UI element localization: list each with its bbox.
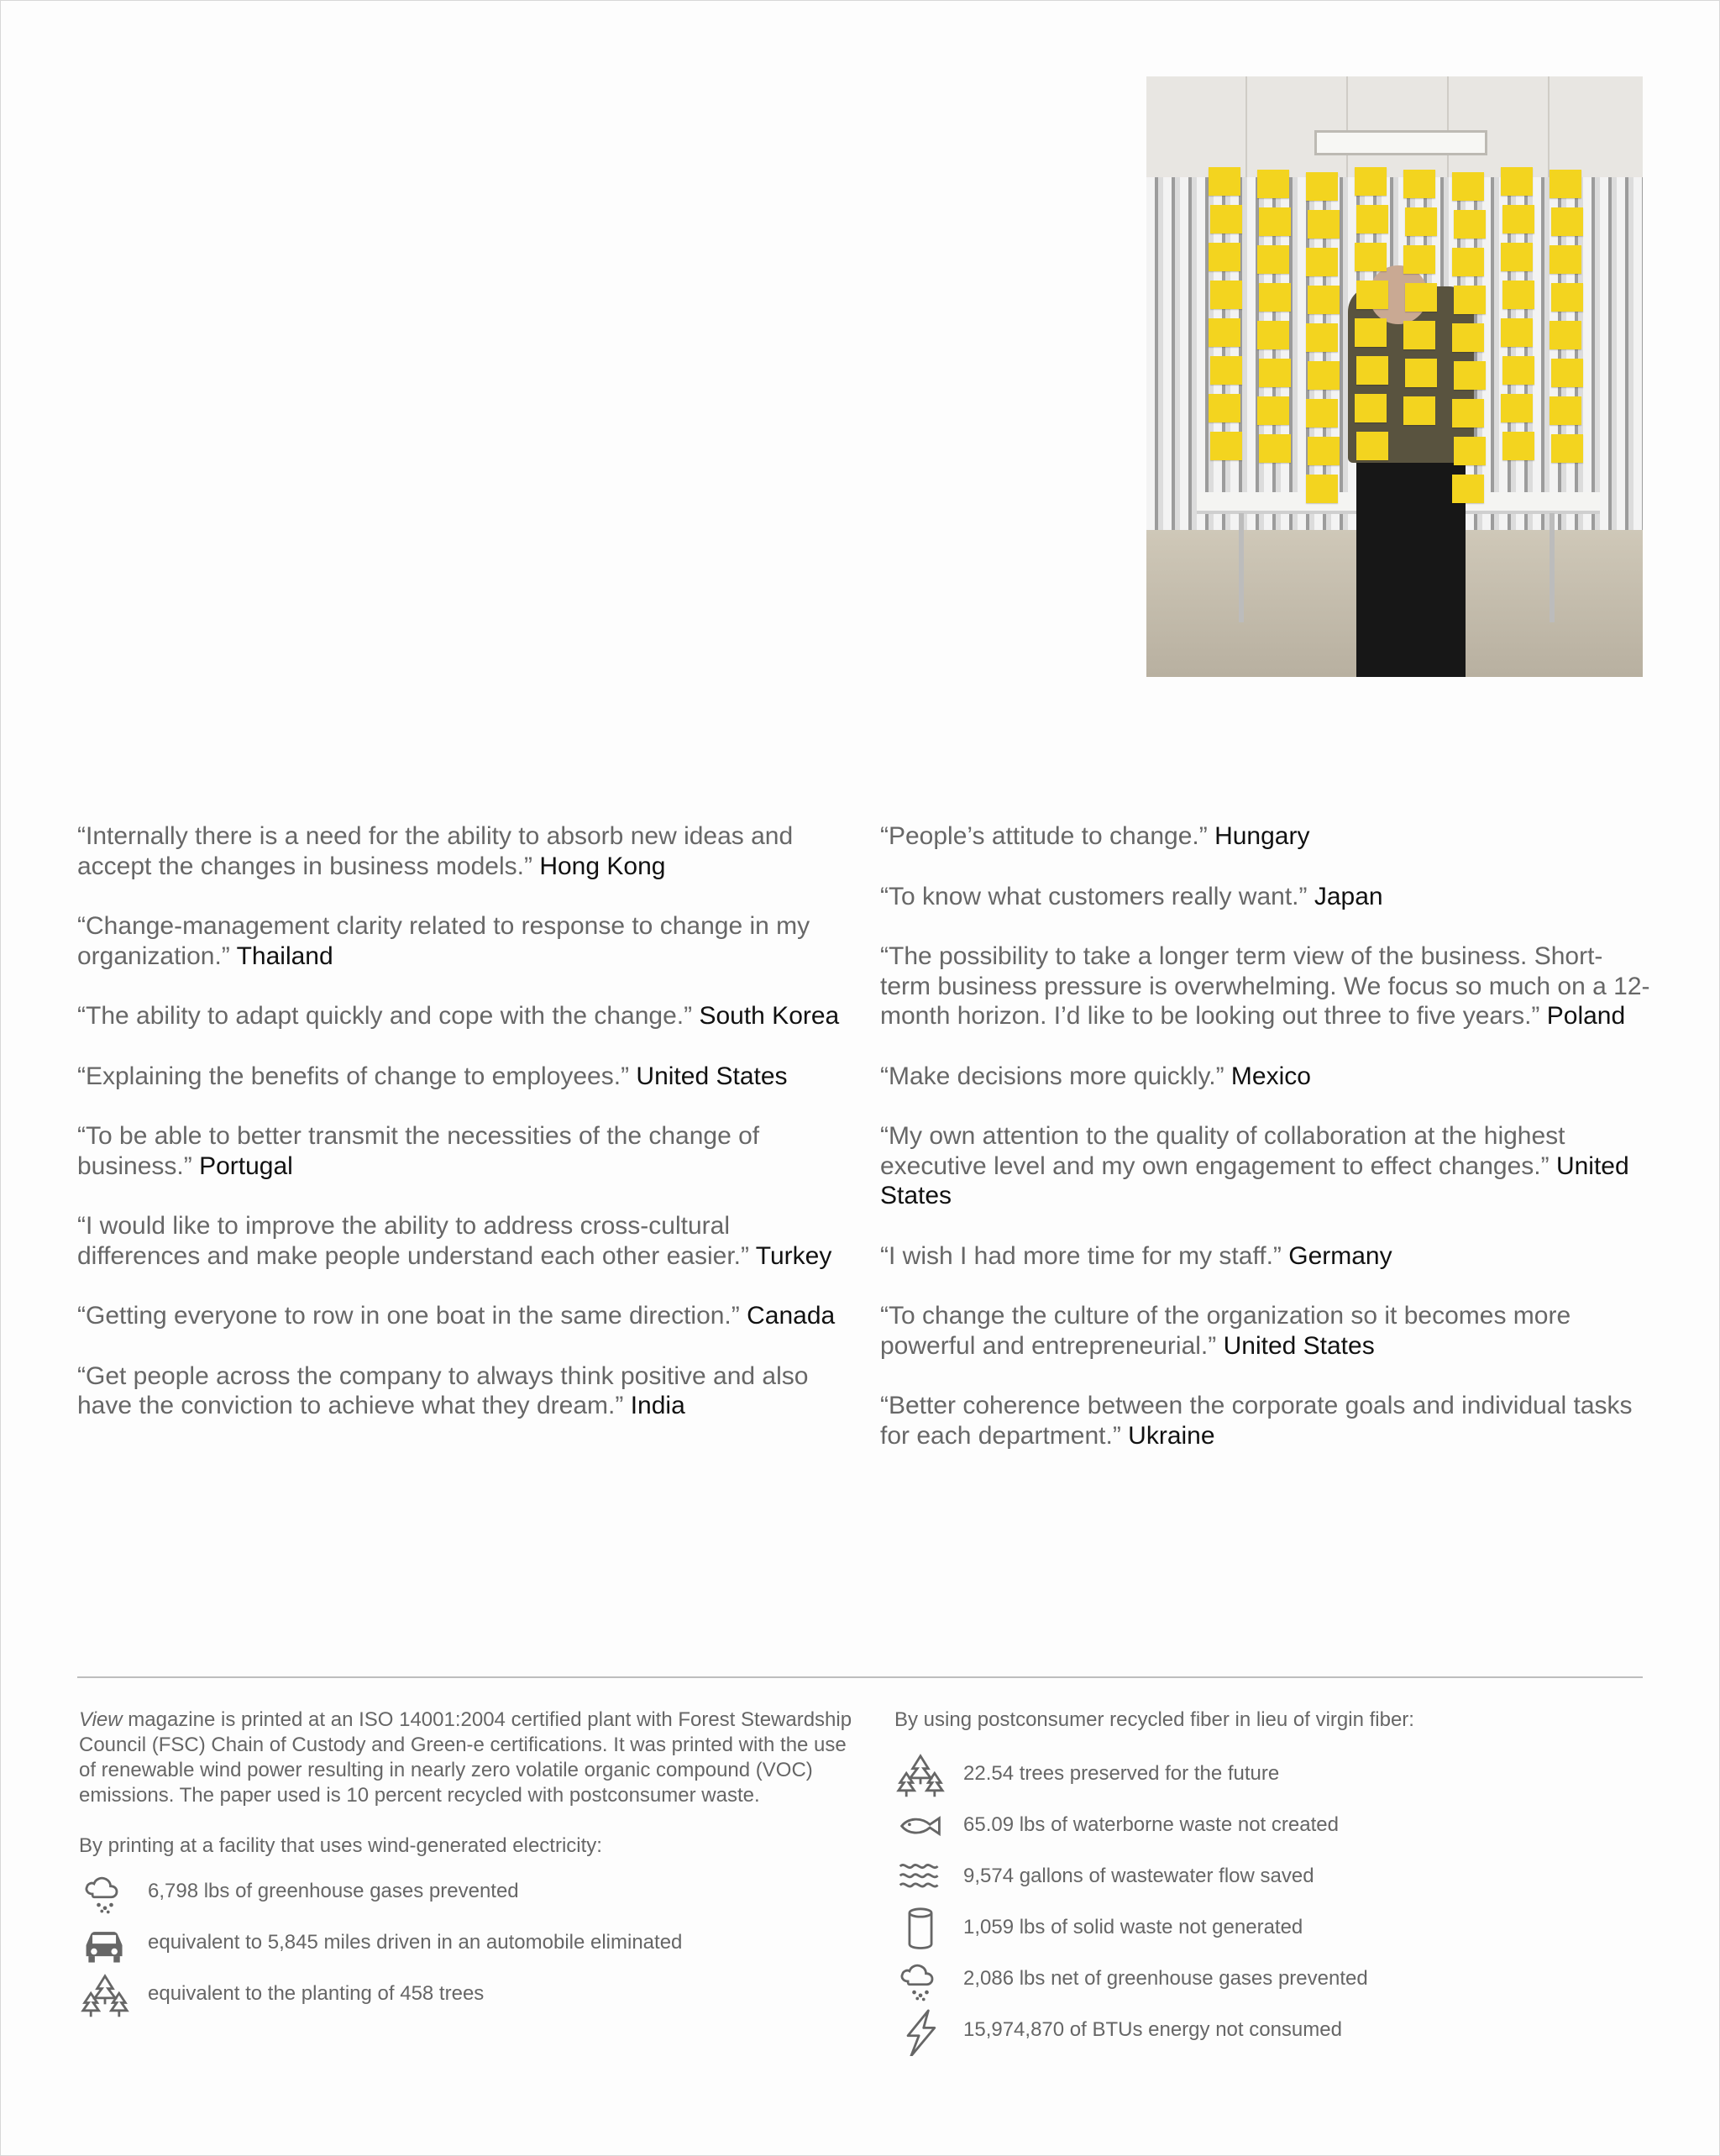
quote-item	[77, 1121, 850, 1181]
quote-country: India	[630, 1392, 685, 1419]
quote-item	[77, 1301, 850, 1331]
quote-text: “The ability to adapt quickly and cope with the change.”	[77, 1002, 693, 1030]
quote-item	[880, 1241, 1653, 1272]
stat-text: 65.09 lbs of waterborne waste not created	[963, 1813, 1339, 1836]
sticky-note	[1452, 172, 1484, 201]
sticky-note	[1355, 167, 1387, 196]
sticky-note	[1257, 170, 1289, 198]
sticky-note	[1502, 205, 1534, 233]
quote-country: Germany	[1288, 1241, 1392, 1270]
quote-item	[880, 1301, 1653, 1361]
quote-item	[880, 942, 1653, 1031]
quote-item	[77, 1062, 850, 1092]
car-icon	[79, 1922, 131, 1969]
quotes-column-right	[880, 821, 1653, 1481]
stat-row	[894, 1864, 1650, 1915]
sticky-note	[1502, 281, 1534, 309]
stat-text: 2,086 lbs net of greenhouse gases prevented	[963, 1967, 1368, 1990]
quote-text: “I would like to improve the ability to address cross-cultural differences and make people understand each other easier.”	[77, 1212, 749, 1270]
sticky-note	[1257, 245, 1289, 274]
sticky-note	[1405, 359, 1437, 387]
quote-item	[880, 882, 1653, 912]
stat-row	[894, 1761, 1650, 1812]
quote-item	[77, 1001, 850, 1031]
photo-ceiling-light	[1314, 130, 1487, 155]
sticky-note	[1551, 434, 1583, 463]
sticky-note	[1209, 394, 1240, 422]
sticky-note	[1550, 321, 1581, 349]
sticky-note	[1308, 286, 1340, 314]
sticky-note	[1355, 318, 1387, 347]
quote-country: Ukraine	[1128, 1421, 1215, 1450]
stat-text: 9,574 gallons of wastewater flow saved	[963, 1865, 1314, 1887]
stat-text: 6,798 lbs of greenhouse gases prevented	[148, 1880, 519, 1902]
fiber-stats-list	[894, 1761, 1650, 2069]
footer-left	[79, 1707, 860, 2033]
sticky-note	[1308, 437, 1340, 465]
sticky-note	[1501, 243, 1533, 271]
stat-row	[79, 1930, 860, 1981]
sticky-note	[1550, 245, 1581, 274]
quote-country: United States	[1223, 1331, 1375, 1360]
quote-country: Japan	[1314, 882, 1383, 910]
wind-stats-list	[79, 1879, 860, 2033]
sticky-note	[1551, 207, 1583, 236]
sticky-note	[1502, 356, 1534, 385]
cloud-rain-icon	[79, 1870, 131, 1917]
quote-country: Hungary	[1214, 822, 1310, 850]
quote-country: Portugal	[199, 1151, 293, 1180]
sticky-note	[1452, 399, 1484, 428]
quote-text: “Explaining the benefits of change to employees.”	[77, 1062, 630, 1090]
quote-text: “To know what customers really want.”	[880, 882, 1308, 910]
sticky-note	[1259, 283, 1291, 312]
sticky-note	[1403, 170, 1435, 198]
fiber-intro: By using postconsumer recycled fiber in lieu of virgin fiber:	[894, 1708, 1414, 1731]
print-statement	[79, 1707, 860, 1808]
stat-text: equivalent to 5,845 miles driven in an automobile eliminated	[148, 1931, 683, 1954]
sticky-note	[1452, 323, 1484, 352]
footer-right	[894, 1707, 1650, 2069]
photo-sticky-notes	[1209, 167, 1595, 469]
sticky-note	[1454, 286, 1486, 314]
sticky-note	[1209, 243, 1240, 271]
quote-item	[880, 821, 1653, 852]
stat-row	[894, 1812, 1650, 1864]
sticky-note	[1257, 396, 1289, 425]
quote-text: “People’s attitude to change.”	[880, 822, 1208, 850]
quote-item	[880, 1121, 1653, 1211]
sticky-note	[1306, 475, 1338, 503]
sticky-note	[1405, 207, 1437, 236]
sticky-note	[1551, 359, 1583, 387]
quote-country: Poland	[1546, 1002, 1626, 1030]
cloud-rain-icon	[894, 1958, 947, 2005]
sticky-note	[1356, 205, 1388, 233]
quote-text: “Getting everyone to row in one boat in the same direction.”	[77, 1302, 740, 1330]
quote-item	[77, 1211, 850, 1271]
magazine-name: View	[79, 1708, 123, 1731]
sticky-note	[1550, 170, 1581, 198]
sticky-note	[1501, 167, 1533, 196]
quote-country: Hong Kong	[539, 852, 666, 880]
quote-text: “To change the culture of the organization so it becomes more powerful and entrepreneurial.”	[880, 1302, 1571, 1360]
wind-intro: By printing at a facility that uses wind-generated electricity:	[79, 1834, 602, 1857]
stat-row	[894, 1915, 1650, 1966]
stat-row	[894, 1966, 1650, 2017]
stat-text: equivalent to the planting of 458 trees	[148, 1982, 485, 2005]
sticky-note	[1403, 245, 1435, 274]
sticky-note	[1356, 356, 1388, 385]
sticky-note	[1210, 356, 1242, 385]
sticky-note	[1550, 396, 1581, 425]
photo-person-legs	[1356, 454, 1466, 677]
stat-row	[894, 2017, 1650, 2069]
sticky-note	[1259, 207, 1291, 236]
quote-item	[880, 1391, 1653, 1450]
quote-item	[77, 911, 850, 971]
photo-ceiling	[1146, 76, 1643, 177]
sticky-note	[1355, 394, 1387, 422]
lightning-icon	[894, 2009, 947, 2056]
stat-row	[79, 1981, 860, 2033]
sticky-note	[1259, 359, 1291, 387]
sticky-note	[1210, 432, 1242, 460]
stat-text: 1,059 lbs of solid waste not generated	[963, 1916, 1303, 1938]
trees-icon	[79, 1973, 131, 2020]
sticky-note	[1454, 437, 1486, 465]
fish-icon	[894, 1804, 947, 1851]
quote-text: “Make decisions more quickly.”	[880, 1062, 1224, 1090]
sticky-note	[1306, 323, 1338, 352]
sticky-note	[1501, 318, 1533, 347]
sticky-note	[1403, 321, 1435, 349]
quote-country: Thailand	[236, 942, 333, 970]
sticky-note	[1356, 281, 1388, 309]
sticky-note	[1210, 205, 1242, 233]
sticky-note	[1551, 283, 1583, 312]
quote-item	[77, 821, 850, 881]
sticky-note	[1501, 394, 1533, 422]
quote-text: “To be able to better transmit the necessities of the change of business.”	[77, 1122, 760, 1180]
quote-text: “Internally there is a need for the ability to absorb new ideas and accept the changes in business models.”	[77, 822, 794, 880]
quote-country: Mexico	[1230, 1062, 1311, 1090]
sticky-note	[1209, 318, 1240, 347]
quote-text: “Get people across the company to always think positive and also have the conviction to achieve what they dream.”	[77, 1361, 809, 1419]
sticky-note	[1454, 210, 1486, 239]
quote-text: “Better coherence between the corporate goals and individual tasks for each department.”	[880, 1392, 1633, 1450]
sticky-note	[1452, 248, 1484, 276]
office-sticky-notes-photo	[1146, 76, 1643, 677]
stat-text: 22.54 trees preserved for the future	[963, 1762, 1280, 1785]
sticky-note	[1306, 248, 1338, 276]
sticky-note	[1306, 399, 1338, 428]
sticky-note	[1356, 432, 1388, 460]
quote-text: “The possibility to take a longer term view of the business. Short-term business pressure is overwhelming. We focus so much on a 12-month horizon. I’d like to be looking out three to five years.”	[880, 942, 1650, 1030]
quote-country: United States	[636, 1062, 788, 1090]
quote-text: “Change-management clarity related to response to change in my organization.”	[77, 912, 810, 970]
quote-text: “My own attention to the quality of collaboration at the highest executive level and my own engagement to effect changes.”	[880, 1122, 1565, 1180]
sticky-note	[1259, 434, 1291, 463]
quote-country: Turkey	[755, 1241, 832, 1270]
quote-country: United States	[880, 1151, 1629, 1209]
sticky-note	[1403, 396, 1435, 425]
sticky-note	[1210, 281, 1242, 309]
sticky-note	[1257, 321, 1289, 349]
sticky-note	[1452, 475, 1484, 503]
sticky-note	[1502, 432, 1534, 460]
quote-item	[880, 1062, 1653, 1092]
stat-row	[79, 1879, 860, 1930]
sticky-note	[1405, 283, 1437, 312]
sticky-note	[1306, 172, 1338, 201]
stat-text: 15,974,870 of BTUs energy not consumed	[963, 2018, 1342, 2041]
sticky-note	[1308, 210, 1340, 239]
sticky-note	[1454, 361, 1486, 390]
sticky-note	[1308, 361, 1340, 390]
quote-country: Canada	[747, 1302, 836, 1330]
quote-item	[77, 1361, 850, 1421]
cylinder-icon	[894, 1907, 947, 1954]
quotes-column-left	[77, 821, 850, 1451]
quote-country: South Korea	[699, 1002, 840, 1030]
footer-divider	[77, 1676, 1643, 1678]
trees-icon	[894, 1753, 947, 1800]
photo-desk-leg	[1239, 513, 1244, 622]
photo-desk-leg	[1550, 513, 1555, 622]
sticky-note	[1209, 167, 1240, 196]
waves-icon	[894, 1855, 947, 1902]
print-statement-text: magazine is printed at an ISO 14001:2004 certified plant with Forest Stewardship Council (FSC) Chain of Custody and Green-e certifications. It was printed with the use of renewable wind power resulting in nearly zero volatile organic compound (VOC) emissions. The paper used is 10 percent recycled with postconsumer waste.	[79, 1708, 852, 1807]
sticky-note	[1355, 243, 1387, 271]
quote-text: “I wish I had more time for my staff.”	[880, 1241, 1282, 1270]
